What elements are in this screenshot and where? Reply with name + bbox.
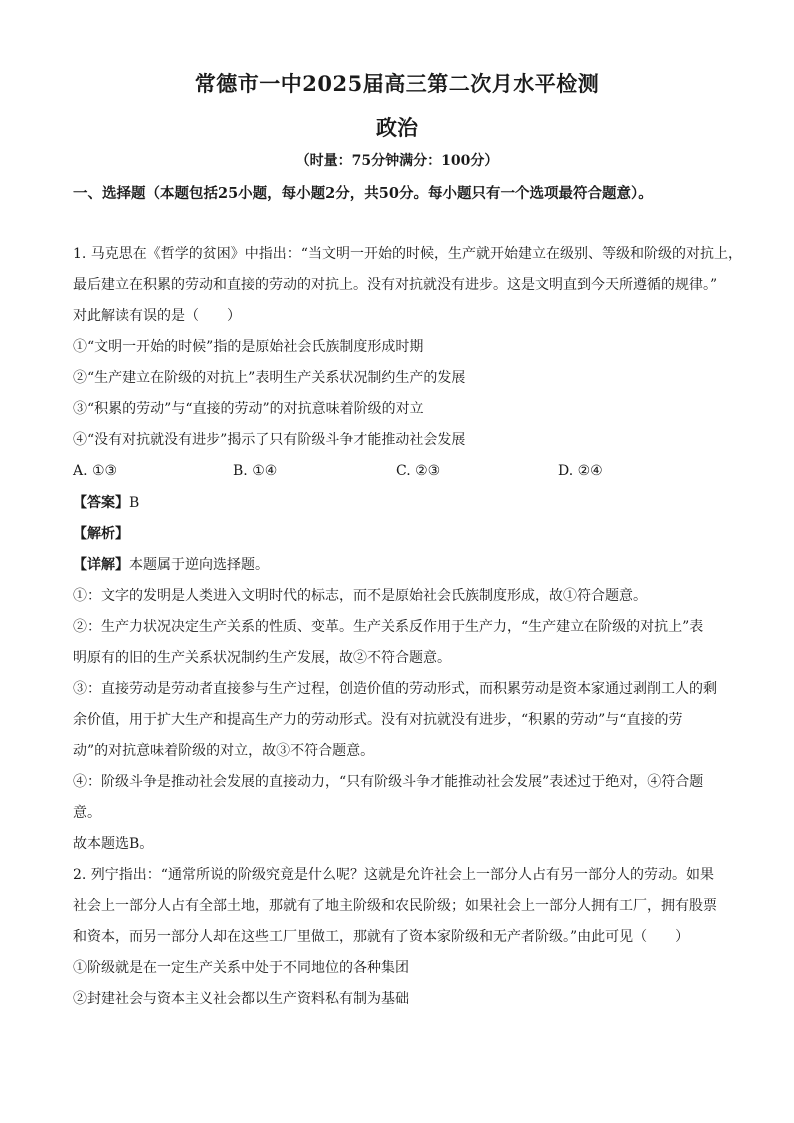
section-heading: 一、选择题（本题包括25小题，每小题2分，共50分。每小题只有一个选项最符合题意）。	[73, 185, 653, 202]
q1-stem-line: 对此解读有误的是（ ）	[73, 308, 241, 324]
q1-explanation-line: 意。	[73, 805, 101, 821]
q1-stem-line: 最后建立在积累的劳动和直接的劳动的对抗上。没有对抗就没有进步。这是文明直到今天所遵循的规律。”	[73, 277, 718, 293]
q2-statement: ①阶级就是在一定生产关系中处于不同地位的各种集团	[73, 960, 409, 976]
q1-analysis-label	[73, 524, 129, 544]
q1-explanation-line: 余价值，用于扩大生产和提高生产力的劳动形式。没有对抗就没有进步，“积累的劳动”与“直接的劳	[73, 712, 683, 728]
q1-explanation-line: 故本题选B。	[73, 836, 154, 852]
q1-option-b: B. ①④	[233, 463, 278, 479]
q1-option-a: A. ①③	[73, 463, 118, 479]
q1-statement: ①“文明一开始的时候”指的是原始社会氏族制度形成时期	[73, 339, 424, 355]
q1-explanation-line: 明原有的旧的生产关系状况制约生产发展，故②不符合题意。	[73, 650, 451, 666]
q1-explanation-line: 动”的对抗意味着阶级的对立，故③不符合题意。	[73, 743, 375, 759]
q1-statement: ④“没有对抗就没有进步”揭示了只有阶级斗争才能推动社会发展	[73, 432, 466, 448]
q2-stem-line: 社会上一部分人占有全部土地，那就有了地主阶级和农民阶级；如果社会上一部分人拥有工厂，拥有股票	[73, 898, 717, 914]
answer-label: 【答案】	[73, 495, 129, 511]
q2-stem-line: 和资本，而另一部分人却在这些工厂里做工，那就有了资本家阶级和无产者阶级。”由此可见（ ）	[73, 929, 690, 945]
q1-option-d: D. ②④	[558, 463, 603, 479]
q1-answer	[73, 493, 139, 513]
q1-stem-line: 1. 马克思在《哲学的贫困》中指出：“当文明一开始的时候，生产就开始建立在级别、等级和阶级的对抗上，	[73, 246, 742, 262]
answer-value: B	[129, 495, 140, 511]
q1-detail	[73, 555, 269, 575]
time-info: （时量：75分钟满分：100分）	[295, 153, 499, 169]
q1-statement: ③“积累的劳动”与“直接的劳动”的对抗意味着阶级的对立	[73, 401, 424, 417]
q1-explanation-line: ③：直接劳动是劳动者直接参与生产过程，创造价值的劳动形式，而积累劳动是资本家通过剥削工人的剩	[73, 681, 717, 697]
q1-option-c: C. ②③	[396, 463, 441, 479]
q1-statement: ②“生产建立在阶级的对抗上”表明生产关系状况制约生产的发展	[73, 370, 466, 386]
q2-statement: ②封建社会与资本主义社会都以生产资料私有制为基础	[73, 991, 409, 1007]
q1-explanation-line: ①：文字的发明是人类进入文明时代的标志，而不是原始社会氏族制度形成，故①符合题意。	[73, 588, 647, 604]
q1-explanation-line: ④：阶级斗争是推动社会发展的直接动力，“只有阶级斗争才能推动社会发展”表述过于绝对，④符合题	[73, 774, 704, 790]
detail-label: 【详解】	[73, 557, 129, 573]
subject-title: 政治	[376, 115, 418, 140]
detail-text: 本题属于逆向选择题。	[129, 557, 269, 573]
q1-explanation-line: ②：生产力状况决定生产关系的性质、变革。生产关系反作用于生产力，“生产建立在阶级的对抗上”表	[73, 619, 704, 635]
exam-title: 常德市一中2025届高三第二次月水平检测	[194, 71, 600, 96]
q2-stem-line: 2. 列宁指出：“通常所说的阶级究竟是什么呢？这就是允许社会上一部分人占有另一部分人的劳动。如果	[73, 867, 714, 883]
analysis-label: 【解析】	[73, 526, 129, 542]
